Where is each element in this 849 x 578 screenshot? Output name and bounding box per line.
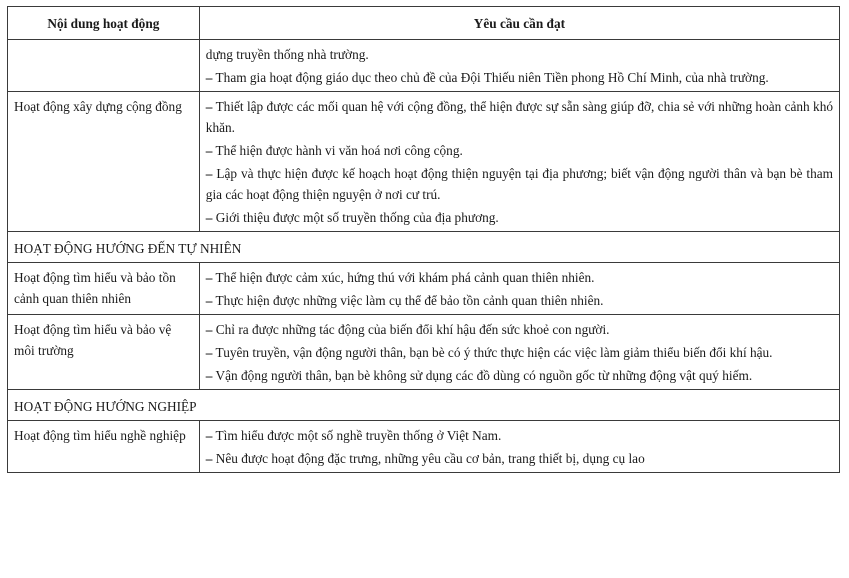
requirement-item <box>206 290 833 311</box>
requirement-text: Giới thiệu được một số truyền thống của địa phương. <box>215 210 499 225</box>
requirement-text: Vận động người thân, bạn bè không sử dụng các đồ dùng có nguồn gốc từ những động vật quý hiếm. <box>215 368 753 383</box>
table-row <box>8 92 840 232</box>
requirement-text: Thực hiện được những việc làm cụ thể để bảo tồn cảnh quan thiên nhiên. <box>215 293 604 308</box>
dash-bullet: – <box>205 270 213 285</box>
activity-cell: Hoạt động tìm hiểu nghề nghiệp <box>8 421 200 473</box>
requirements-cell <box>199 40 839 92</box>
requirement-item <box>206 44 833 65</box>
requirement-text: Thể hiện được cảm xúc, hứng thú với khám phá cảnh quan thiên nhiên. <box>215 270 595 285</box>
requirement-text: Lập và thực hiện được kế hoạch hoạt động thiện nguyện tại địa phương; biết vận động người thân và bạn bè tham gia các hoạt động thiện nguyện ở nơi cư trú. <box>205 166 834 202</box>
requirement-item <box>206 425 833 446</box>
table-body <box>8 40 840 473</box>
table-row <box>8 40 840 92</box>
dash-bullet: – <box>205 99 213 114</box>
activity-cell: Hoạt động tìm hiểu và bảo vệ môi trường <box>8 315 200 390</box>
dash-bullet: – <box>205 322 213 337</box>
requirement-item <box>206 448 833 469</box>
requirement-item <box>206 67 833 88</box>
table-row <box>8 315 840 390</box>
section-label: HOẠT ĐỘNG HƯỚNG NGHIỆP <box>8 390 840 421</box>
activity-requirements-table <box>7 6 840 473</box>
requirement-text: Chỉ ra được những tác động của biến đổi khí hậu đến sức khoẻ con người. <box>215 322 610 337</box>
requirement-item <box>206 207 833 228</box>
requirement-text: Thiết lập được các mối quan hệ với cộng đồng, thể hiện được sự sẵn sàng giúp đỡ, chia sẻ với những hoàn cảnh khó khăn. <box>205 99 833 135</box>
dash-bullet: – <box>205 293 213 308</box>
header-requirements: Yêu cầu cần đạt <box>199 7 839 40</box>
table-row <box>8 263 840 315</box>
requirement-item <box>206 365 833 386</box>
section-row <box>8 232 840 263</box>
requirement-item <box>206 163 833 205</box>
requirement-item <box>206 319 833 340</box>
dash-bullet: – <box>205 70 213 85</box>
requirement-text: Tuyên truyền, vận động người thân, bạn bè có ý thức thực hiện các việc làm giảm thiểu biến đổi khí hậu. <box>215 345 773 360</box>
table-row <box>8 421 840 473</box>
dash-bullet: – <box>205 345 213 360</box>
activity-cell: Hoạt động tìm hiểu và bảo tồn cảnh quan thiên nhiên <box>8 263 200 315</box>
requirement-text: Tìm hiểu được một số nghề truyền thống ở Việt Nam. <box>215 428 502 443</box>
header-activity: Nội dung hoạt động <box>8 7 200 40</box>
section-row <box>8 390 840 421</box>
requirement-item <box>206 342 833 363</box>
dash-bullet: – <box>205 368 213 383</box>
dash-bullet: – <box>205 143 213 158</box>
requirement-text: Thể hiện được hành vi văn hoá nơi công cộng. <box>215 143 463 158</box>
dash-bullet: – <box>205 428 213 443</box>
activity-cell: Hoạt động xây dựng cộng đồng <box>8 92 200 232</box>
requirements-cell <box>199 421 839 473</box>
requirement-item <box>206 267 833 288</box>
header-row <box>8 7 840 40</box>
dash-bullet: – <box>205 451 213 466</box>
table-header <box>8 7 840 40</box>
requirement-text: Nêu được hoạt động đặc trưng, những yêu cầu cơ bản, trang thiết bị, dụng cụ lao <box>215 451 645 466</box>
requirements-cell <box>199 315 839 390</box>
activity-cell <box>8 40 200 92</box>
requirement-text: dựng truyền thống nhà trường. <box>205 47 369 62</box>
requirements-cell <box>199 92 839 232</box>
requirement-item <box>206 96 833 138</box>
dash-bullet: – <box>205 210 213 225</box>
dash-bullet: – <box>205 166 213 181</box>
requirement-item <box>206 140 833 161</box>
section-label: HOẠT ĐỘNG HƯỚNG ĐẾN TỰ NHIÊN <box>8 232 840 263</box>
requirement-text: Tham gia hoạt động giáo dục theo chủ đề của Đội Thiếu niên Tiền phong Hồ Chí Minh, của nhà trường. <box>215 70 769 85</box>
requirements-cell <box>199 263 839 315</box>
